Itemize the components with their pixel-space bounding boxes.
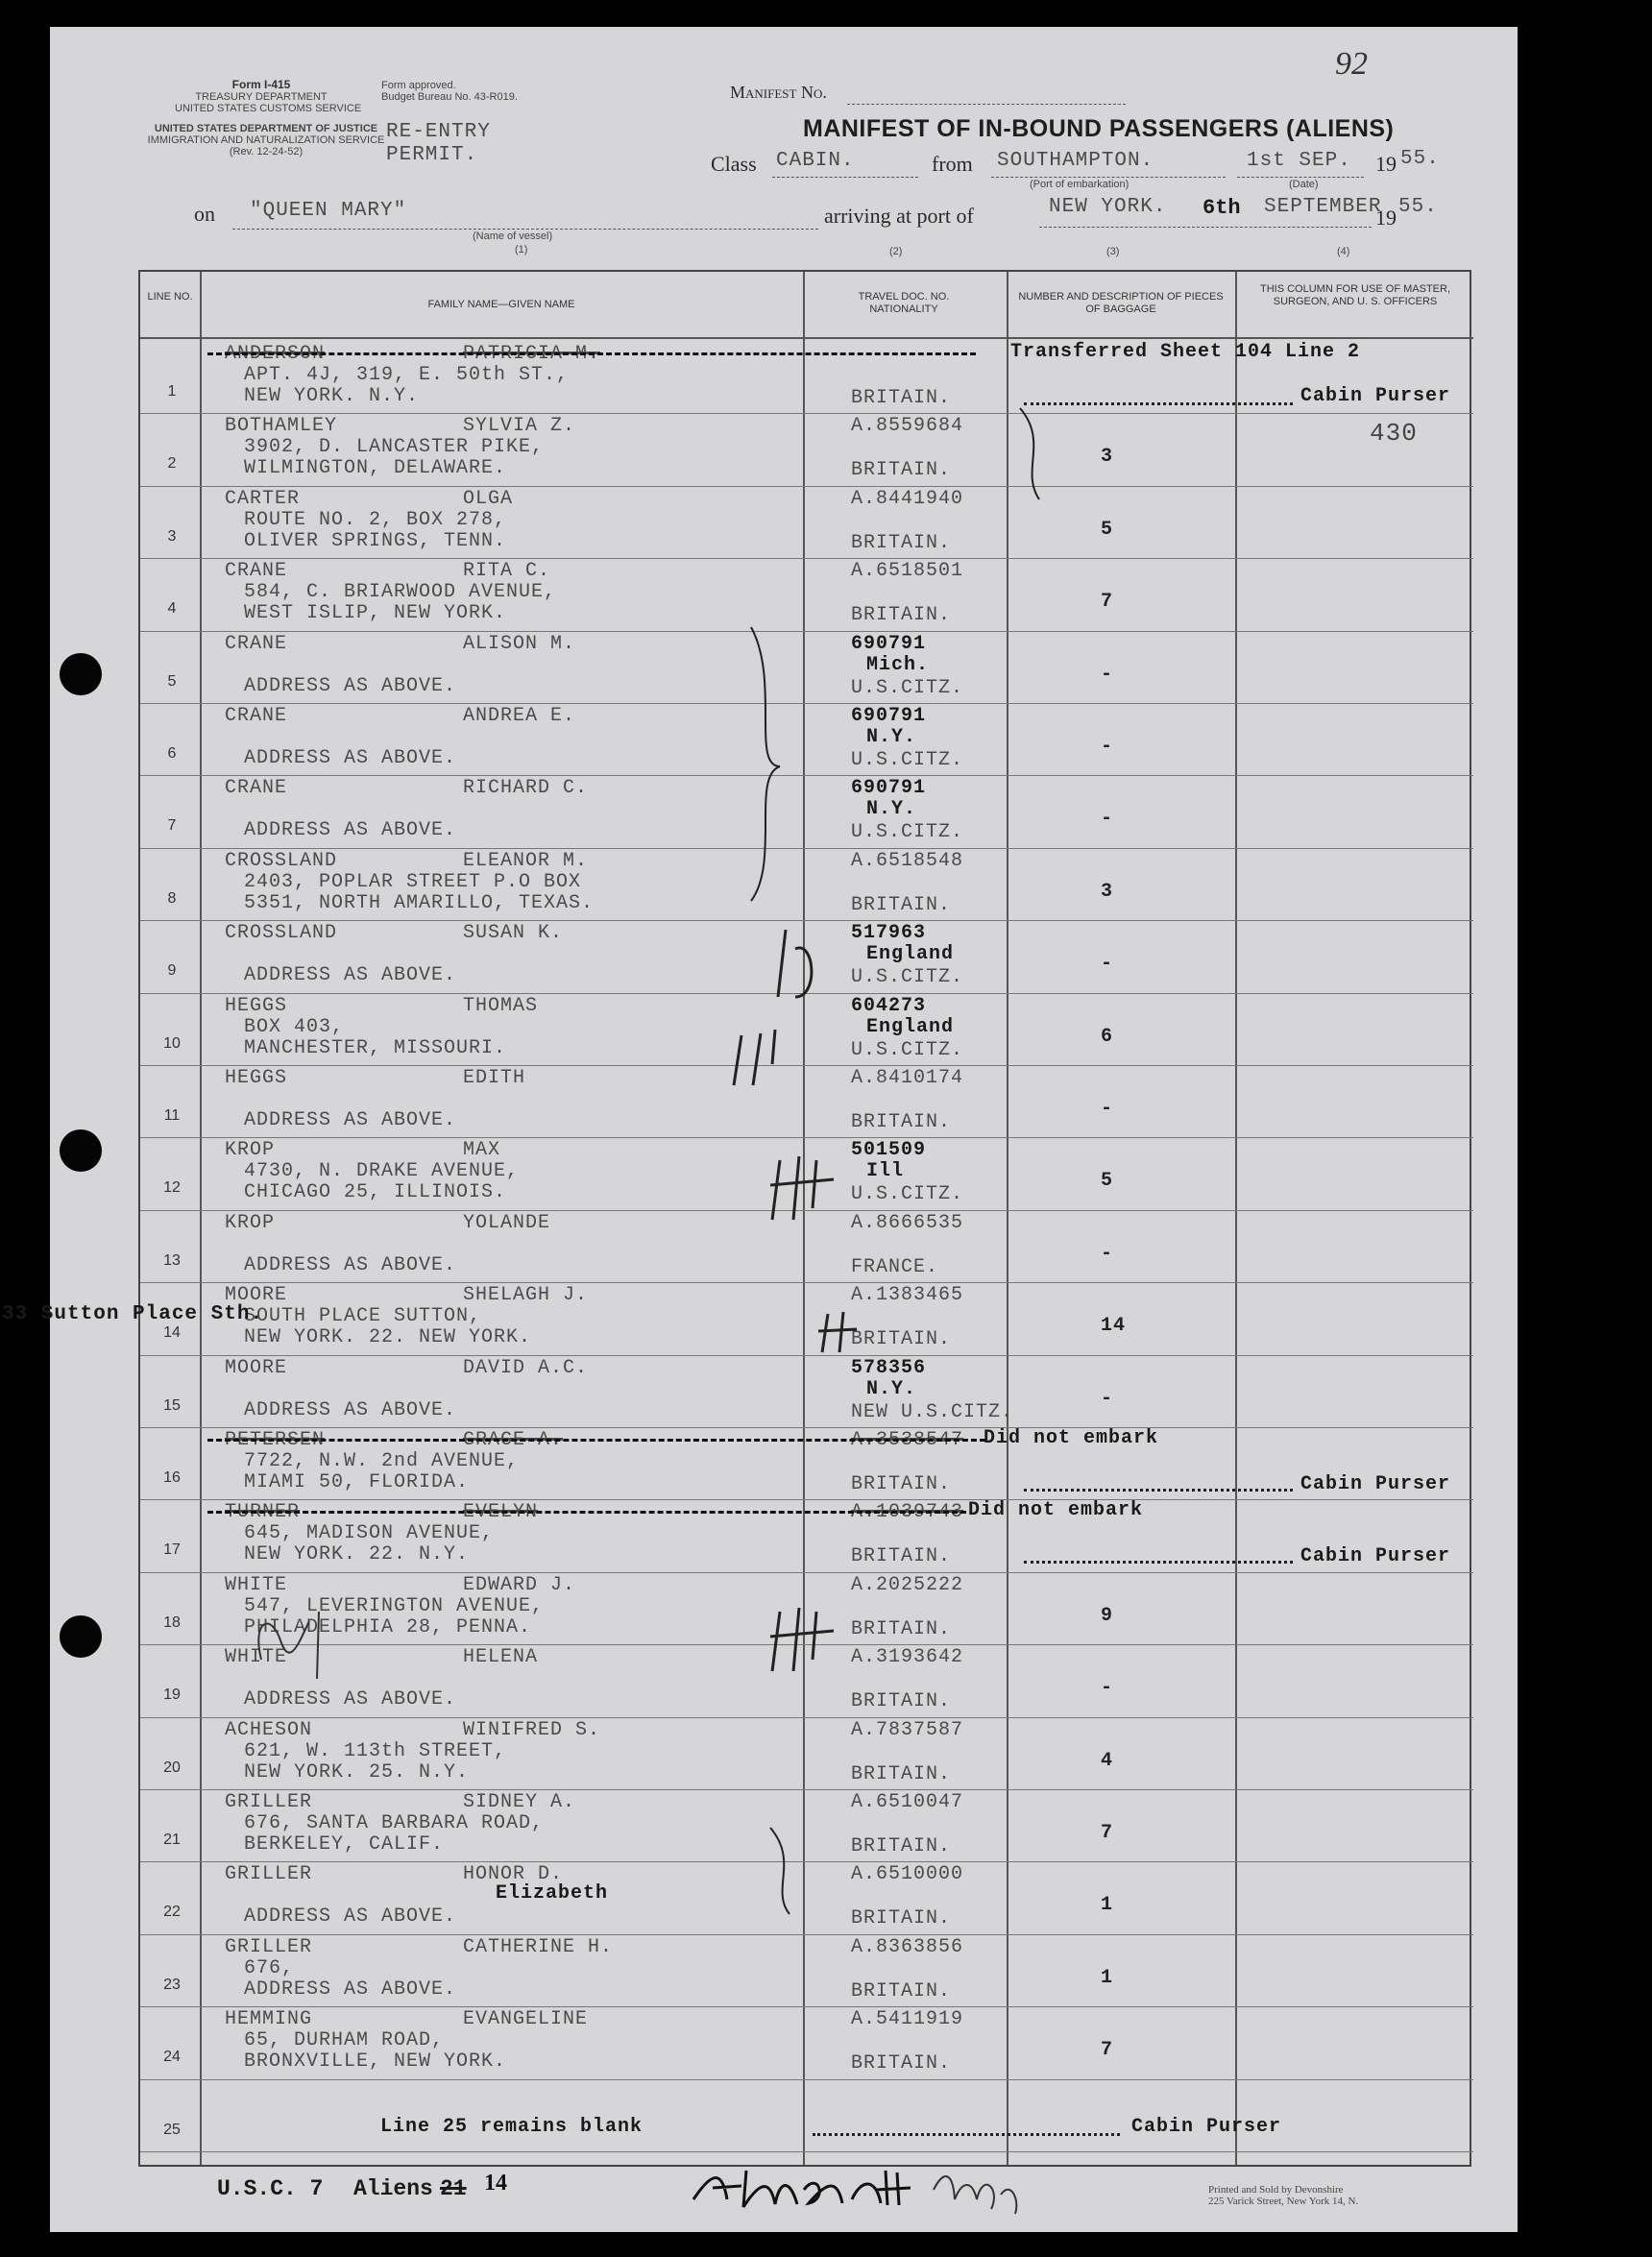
line-number: 10 (163, 1034, 181, 1052)
nationality: BRITAIN. (851, 1907, 952, 1930)
travel-doc-number: A.7837587 (851, 1718, 964, 1741)
nationality: U.S.CITZ. (851, 1183, 964, 1206)
rev-line: (Rev. 12-24-52) (229, 146, 304, 158)
tally-mark (766, 920, 834, 1007)
travel-doc-number: 604273 (851, 994, 927, 1017)
table-row (140, 703, 1473, 775)
baggage-count: 7 (1101, 2039, 1114, 2062)
strike-dash (207, 352, 976, 355)
family-name: BOTHAMLEY (225, 415, 338, 438)
line-number: 2 (167, 455, 177, 473)
table-row (140, 631, 1473, 703)
annotation-purser: Cabin Purser (1131, 2115, 1282, 2138)
address-line: MIAMI 50, FLORIDA. (244, 1471, 470, 1493)
line-number: 16 (163, 1469, 181, 1486)
address-line: BERKELEY, CALIF. (244, 1833, 445, 1856)
baggage-count: 9 (1101, 1604, 1114, 1627)
address-line: 3902, D. LANCASTER PIKE, (244, 436, 545, 459)
dotted-leader (1024, 1561, 1293, 1564)
line-number: 15 (163, 1396, 181, 1414)
address-line: CHICAGO 25, ILLINOIS. (244, 1181, 507, 1204)
family-name: CRANE (225, 560, 288, 583)
reentry-line1: RE-ENTRY (386, 121, 491, 143)
line-number: 19 (163, 1687, 181, 1704)
travel-doc-number: A.5411919 (851, 2008, 964, 2031)
aliens-struck-count: 21 (440, 2176, 467, 2201)
family-name: CRANE (225, 632, 288, 655)
given-name: SUSAN K. (463, 922, 564, 945)
baggage-count: 7 (1101, 1822, 1114, 1844)
family-name: WHITE (225, 1573, 288, 1596)
officer-signature (684, 2161, 1030, 2219)
punch-hole (60, 1615, 102, 1658)
bracket-mark (761, 1823, 818, 1919)
travel-doc-number: A.2025222 (851, 1573, 964, 1596)
officer-entry: 430 (1370, 419, 1418, 449)
travel-doc-number: 690791 (851, 632, 927, 655)
travel-doc-number: A.8441940 (851, 487, 964, 510)
annotation-purser: Cabin Purser (1300, 1545, 1451, 1568)
family-name: KROP (225, 1211, 276, 1234)
baggage-count: - (1101, 1387, 1114, 1410)
annotation-purser: Cabin Purser (1300, 385, 1451, 407)
from-label: from (932, 152, 973, 176)
baggage-count: 3 (1101, 446, 1114, 469)
baggage-count: - (1101, 808, 1114, 831)
address-line: OLIVER SPRINGS, TENN. (244, 529, 507, 552)
address-line: 645, MADISON AVENUE, (244, 1522, 495, 1545)
nationality: BRITAIN. (851, 1545, 952, 1568)
vessel-caption: (Name of vessel) (473, 231, 553, 242)
line-number: 22 (163, 1904, 181, 1921)
family-name: HEGGS (225, 1067, 288, 1089)
address-line: ADDRESS AS ABOVE. (244, 1398, 457, 1421)
table-row (140, 1499, 1473, 1571)
date-caption: (Date) (1289, 179, 1319, 190)
address-line: 7722, N.W. 2nd AVENUE, (244, 1450, 520, 1472)
address-line: 547, LEVERINGTON AVENUE, (244, 1594, 545, 1617)
baggage-count: - (1101, 1098, 1114, 1120)
given-name: SHELAGH J. (463, 1284, 589, 1307)
address-line: BRONXVILLE, NEW YORK. (244, 2051, 507, 2074)
col-header-officers: THIS COLUMN FOR USE OF MASTER, SURGEON, AND U. S. OFFICERS (1259, 283, 1450, 307)
col-header-baggage: NUMBER AND DESCRIPTION OF PIECES OF BAGGAGE (1018, 291, 1224, 315)
line-number: 20 (163, 1759, 181, 1776)
line-number: 13 (163, 1251, 181, 1269)
address-line: PHILADELPHIA 28, PENNA. (244, 1615, 532, 1638)
baggage-count: 1 (1101, 1966, 1114, 1989)
class-line (772, 177, 918, 178)
table-row (140, 486, 1473, 558)
address-line: MANCHESTER, MISSOURI. (244, 1036, 507, 1059)
given-name: MAX (463, 1139, 501, 1162)
manifest-title: MANIFEST OF IN-BOUND PASSENGERS (ALIENS) (803, 115, 1395, 142)
usc-count: U.S.C. 7 (217, 2176, 324, 2201)
given-name: ALISON M. (463, 632, 576, 655)
nationality: BRITAIN. (851, 1979, 952, 2002)
given-name: EVELYN (463, 1501, 539, 1524)
address-line: ADDRESS AS ABOVE. (244, 1253, 457, 1276)
line-number: 11 (163, 1107, 181, 1124)
nationality: BRITAIN. (851, 459, 952, 482)
baggage-count: - (1101, 953, 1114, 976)
travel-doc-state: N.Y. (866, 1377, 917, 1400)
nationality: U.S.CITZ. (851, 1038, 964, 1061)
manifest-page (2, 27, 1518, 2232)
travel-doc-number: A.6518548 (851, 849, 964, 872)
printer-line1: Printed and Sold by Devonshire (1208, 2184, 1344, 2196)
line-number: 3 (167, 527, 177, 545)
family-name: HEMMING (225, 2008, 313, 2031)
line-number: 12 (163, 1179, 181, 1197)
vessel-line (232, 229, 818, 230)
address-line: ADDRESS AS ABOVE. (244, 819, 457, 842)
address-line: 621, W. 113th STREET, (244, 1739, 507, 1762)
table-row (140, 1427, 1473, 1499)
table-row (140, 1717, 1473, 1789)
nationality: BRITAIN. (851, 1617, 952, 1640)
arriving-label: arriving at port of (824, 204, 974, 228)
address-line: 584, C. BRIARWOOD AVENUE, (244, 581, 557, 604)
family-name: GRILLER (225, 1863, 313, 1886)
line-number: 14 (163, 1324, 181, 1342)
line-number: 1 (167, 383, 177, 400)
travel-doc-state: Ill (866, 1160, 905, 1183)
line-number: 17 (163, 1541, 181, 1559)
table-row (140, 848, 1473, 920)
address-line: ADDRESS AS ABOVE. (244, 964, 457, 987)
dotted-leader (1024, 1489, 1293, 1492)
line-number: 25 (163, 2121, 181, 2138)
address-line: 676, SANTA BARBARA ROAD, (244, 1812, 545, 1834)
baggage-count: 4 (1101, 1749, 1114, 1772)
family-name: PETERSEN (225, 1429, 326, 1451)
approval-line: Form approved. (381, 80, 456, 91)
address-line: SOUTH PLACE SUTTON, (244, 1305, 482, 1328)
line-number: 18 (163, 1614, 181, 1631)
address-line: ADDRESS AS ABOVE. (244, 1688, 457, 1711)
family-name: TURNER (225, 1501, 301, 1524)
address-line: 2403, POPLAR STREET P.O BOX (244, 870, 582, 893)
address-line: APT. 4J, 319, E. 50th ST., (244, 364, 570, 386)
vessel-name: "QUEEN MARY" (250, 200, 407, 222)
table-row (140, 2006, 1473, 2078)
given-name-correction: Elizabeth (496, 1882, 609, 1905)
family-name: WHITE (225, 1646, 288, 1669)
travel-doc-number: A.3193642 (851, 1646, 964, 1669)
tally-mark (809, 1304, 866, 1362)
port-of-embarkation: SOUTHAMPTON. (997, 150, 1154, 172)
table-row (140, 775, 1473, 847)
from-line (991, 177, 1226, 178)
travel-doc-state: Mich. (866, 653, 930, 676)
given-name: EDITH (463, 1067, 526, 1089)
table-row (140, 2079, 1473, 2151)
given-name: SIDNEY A. (463, 1791, 576, 1813)
arrival-line (1039, 227, 1372, 228)
travel-doc-number: 578356 (851, 1356, 927, 1379)
family-name: ACHESON (225, 1718, 313, 1741)
address-line: NEW YORK. 25. N.Y. (244, 1760, 470, 1784)
given-name: HELENA (463, 1646, 539, 1669)
col-header-travel: TRAVEL DOC. NO. NATIONALITY (858, 291, 950, 315)
address-line: NEW YORK. N.Y. (244, 385, 420, 407)
given-name: DAVID A.C. (463, 1356, 589, 1379)
table-row (140, 1934, 1473, 2006)
justice-line: UNITED STATES DEPARTMENT OF JUSTICE (154, 123, 378, 134)
travel-doc-number: A.8666535 (851, 1211, 964, 1234)
baggage-count: 5 (1101, 1170, 1114, 1193)
baggage-count: 7 (1101, 591, 1114, 614)
arrival-day: 6th (1203, 196, 1241, 220)
customs-line: UNITED STATES CUSTOMS SERVICE (175, 103, 362, 114)
family-name: MOORE (225, 1356, 288, 1379)
printer-line2: 225 Varick Street, New York 14, N. (1208, 2196, 1359, 2207)
line-number: 6 (167, 745, 177, 762)
baggage-count: 14 (1101, 1315, 1127, 1338)
given-name: OLGA (463, 487, 514, 510)
col-header-line: LINE NO. (147, 291, 193, 303)
baggage-count: 3 (1101, 880, 1114, 903)
punch-hole (60, 1129, 102, 1172)
nationality: U.S.CITZ. (851, 821, 964, 844)
printer-block (1208, 2184, 1358, 2207)
class-value: CABIN. (776, 150, 855, 172)
table-row (140, 1065, 1473, 1137)
travel-doc-number: A.8410174 (851, 1067, 964, 1089)
nationality: FRANCE. (851, 1255, 939, 1278)
travel-doc-number: A.6518501 (851, 560, 964, 583)
family-name: HEGGS (225, 994, 288, 1017)
col-header-name: FAMILY NAME—GIVEN NAME (427, 299, 575, 310)
line-number: 9 (167, 962, 177, 980)
given-name: YOLANDE (463, 1211, 551, 1234)
strike-dash (207, 1511, 966, 1514)
travel-doc-state: N.Y. (866, 726, 917, 748)
nationality: BRITAIN. (851, 604, 952, 627)
travel-doc-number: A.8363856 (851, 1935, 964, 1958)
nationality: BRITAIN. (851, 1328, 952, 1351)
address-line: 4730, N. DRAKE AVENUE, (244, 1160, 520, 1183)
line-number: 21 (163, 1832, 181, 1848)
given-name: CATHERINE H. (463, 1935, 614, 1958)
nationality: BRITAIN. (851, 1762, 952, 1785)
nationality: NEW U.S.CITZ. (851, 1400, 1014, 1423)
family-name: CROSSLAND (225, 922, 338, 945)
justice-block (127, 123, 405, 158)
date-line (1237, 177, 1364, 178)
embark-year: 55. (1400, 148, 1440, 170)
given-name: WINIFRED S. (463, 1718, 601, 1741)
dotted-leader (813, 2133, 1120, 2136)
crane-family-bracket (741, 622, 799, 910)
given-name: ANDREA E. (463, 705, 576, 727)
address-line: ADDRESS AS ABOVE. (244, 1905, 457, 1929)
travel-doc-number: A.6510000 (851, 1863, 964, 1886)
nationality: U.S.CITZ. (851, 749, 964, 771)
family-name: GRILLER (225, 1935, 313, 1958)
nationality: BRITAIN. (851, 531, 952, 554)
punch-hole (60, 653, 102, 695)
travel-doc-state: England (866, 943, 955, 966)
travel-doc-number: 517963 (851, 922, 927, 945)
annotation-note: Line 25 remains blank (380, 2115, 644, 2138)
annotation-purser: Cabin Purser (1300, 1473, 1451, 1495)
travel-doc-number: A.3538547 (851, 1429, 964, 1451)
baggage-count: 1 (1101, 1894, 1114, 1917)
family-name: CRANE (225, 777, 288, 800)
nationality: U.S.CITZ. (851, 966, 964, 989)
arr-year-prefix: 19 (1375, 206, 1397, 230)
given-name: HONOR D. (463, 1863, 564, 1886)
bracket-mark (1010, 403, 1068, 509)
reentry-line2: PERMIT. (386, 144, 478, 166)
aliens-label: Aliens (353, 2176, 433, 2201)
line-number: 24 (163, 2049, 181, 2066)
address-line: BOX 403, (244, 1015, 345, 1038)
col4-num: (4) (1337, 246, 1350, 257)
family-name: ANDERSON (225, 343, 326, 365)
line-number: 23 (163, 1976, 181, 1993)
address-line: 5351, NORTH AMARILLO, TEXAS. (244, 891, 595, 914)
annotation-note: Transferred Sheet 104 Line 2 (1010, 341, 1361, 363)
nationality: BRITAIN. (851, 893, 952, 916)
address-line: NEW YORK. 22. N.Y. (244, 1543, 470, 1566)
arrival-port: NEW YORK. (1049, 196, 1167, 218)
given-name: RITA C. (463, 560, 551, 583)
aliens-count: 14 (484, 2171, 507, 2196)
manifest-no-line (847, 104, 1126, 105)
address-line: ADDRESS AS ABOVE. (244, 1109, 457, 1131)
nationality: U.S.CITZ. (851, 676, 964, 699)
table-row (140, 558, 1473, 630)
budget-line: Budget Bureau No. 43-R019. (381, 91, 518, 103)
family-name: CARTER (225, 487, 301, 510)
nationality: BRITAIN. (851, 1111, 952, 1133)
address-line: ADDRESS AS ABOVE. (244, 747, 457, 769)
treasury-block (175, 78, 362, 114)
travel-doc-number: 501509 (851, 1139, 927, 1162)
address-line: NEW YORK. 22. NEW YORK. (244, 1326, 532, 1349)
given-name: PATRICIA M. (463, 343, 601, 365)
year-prefix: 19 (1375, 152, 1397, 176)
nationality: BRITAIN. (851, 2052, 952, 2075)
line-number: 5 (167, 672, 177, 690)
line-number: 8 (167, 889, 177, 907)
tally-mark (761, 1602, 847, 1679)
baggage-count: - (1101, 1677, 1114, 1700)
annotation-note: Did not embark (968, 1499, 1144, 1522)
tally-mark (761, 1151, 847, 1227)
strike-dash (207, 1439, 985, 1442)
ins-line: IMMIGRATION AND NATURALIZATION SERVICE (147, 134, 385, 146)
address-line: WILMINGTON, DELAWARE. (244, 457, 507, 480)
row-divider (140, 2151, 1473, 2152)
arrival-year: 55. (1398, 196, 1438, 218)
address-line: ADDRESS AS ABOVE. (244, 1978, 457, 2001)
given-name: EVANGELINE (463, 2008, 589, 2031)
annotation-note: Did not embark (984, 1427, 1159, 1449)
nationality: BRITAIN. (851, 1835, 952, 1857)
travel-doc-number: A.1383465 (851, 1284, 964, 1307)
baggage-count: - (1101, 663, 1114, 686)
address-line: ADDRESS AS ABOVE. (244, 674, 457, 697)
travel-doc-state: England (866, 1015, 955, 1038)
family-name: CROSSLAND (225, 849, 338, 872)
given-name: GRACE A. (463, 1429, 564, 1451)
reentry-permit (386, 121, 491, 167)
line-number: 4 (167, 600, 177, 618)
given-name: RICHARD C. (463, 777, 589, 800)
family-name: GRILLER (225, 1791, 313, 1813)
given-name: ELEANOR M. (463, 849, 589, 872)
margin-initials (242, 1602, 357, 1698)
travel-doc-number: 690791 (851, 777, 927, 800)
address-line: 65, DURHAM ROAD, (244, 2029, 445, 2052)
manifest-no-value: 92 (1335, 46, 1368, 82)
form-number: Form I-415 (231, 78, 291, 91)
manifest-no-label: Manifest No. (730, 83, 827, 102)
col3-num: (3) (1106, 246, 1120, 257)
address-line: ROUTE NO. 2, BOX 278, (244, 508, 507, 531)
baggage-count: - (1101, 1242, 1114, 1265)
arrival-month: SEPTEMBER (1264, 196, 1382, 218)
on-label: on (194, 202, 215, 226)
tally-mark (722, 1026, 799, 1093)
travel-doc-state: N.Y. (866, 798, 917, 821)
family-name: KROP (225, 1139, 276, 1162)
table-row (140, 1355, 1473, 1427)
baggage-count: 5 (1101, 518, 1114, 541)
nationality: BRITAIN. (851, 1473, 952, 1495)
baggage-count: 6 (1101, 1025, 1114, 1048)
margin-address: 33 Sutton Place Sth. (2, 1303, 264, 1326)
class-label: Class (711, 152, 757, 176)
given-name: EDWARD J. (463, 1573, 576, 1596)
nationality: BRITAIN. (851, 1690, 952, 1713)
from-caption: (Port of embarkation) (1030, 179, 1130, 190)
table-row (140, 413, 1473, 485)
table-row (140, 341, 1473, 413)
baggage-count: - (1101, 736, 1114, 758)
family-name: CRANE (225, 705, 288, 727)
given-name: SYLVIA Z. (463, 415, 576, 438)
travel-doc-number: A.6510047 (851, 1791, 964, 1813)
treasury-line: TREASURY DEPARTMENT (195, 91, 328, 103)
travel-doc-number: 690791 (851, 705, 927, 727)
nationality: BRITAIN. (851, 387, 952, 409)
travel-doc-number: A.8559684 (851, 415, 964, 438)
table-row (2, 1282, 1473, 1354)
embark-date: 1st SEP. (1247, 150, 1351, 172)
family-name: MOORE (225, 1284, 288, 1307)
approval-block (381, 80, 518, 103)
col1-num: (1) (515, 244, 528, 255)
address-line: WEST ISLIP, NEW YORK. (244, 602, 507, 625)
address-line: 676, (244, 1956, 295, 1979)
travel-doc-number: A.1039743 (851, 1501, 964, 1524)
line-number: 7 (167, 817, 177, 835)
col2-num: (2) (889, 246, 903, 257)
given-name: THOMAS (463, 994, 539, 1017)
